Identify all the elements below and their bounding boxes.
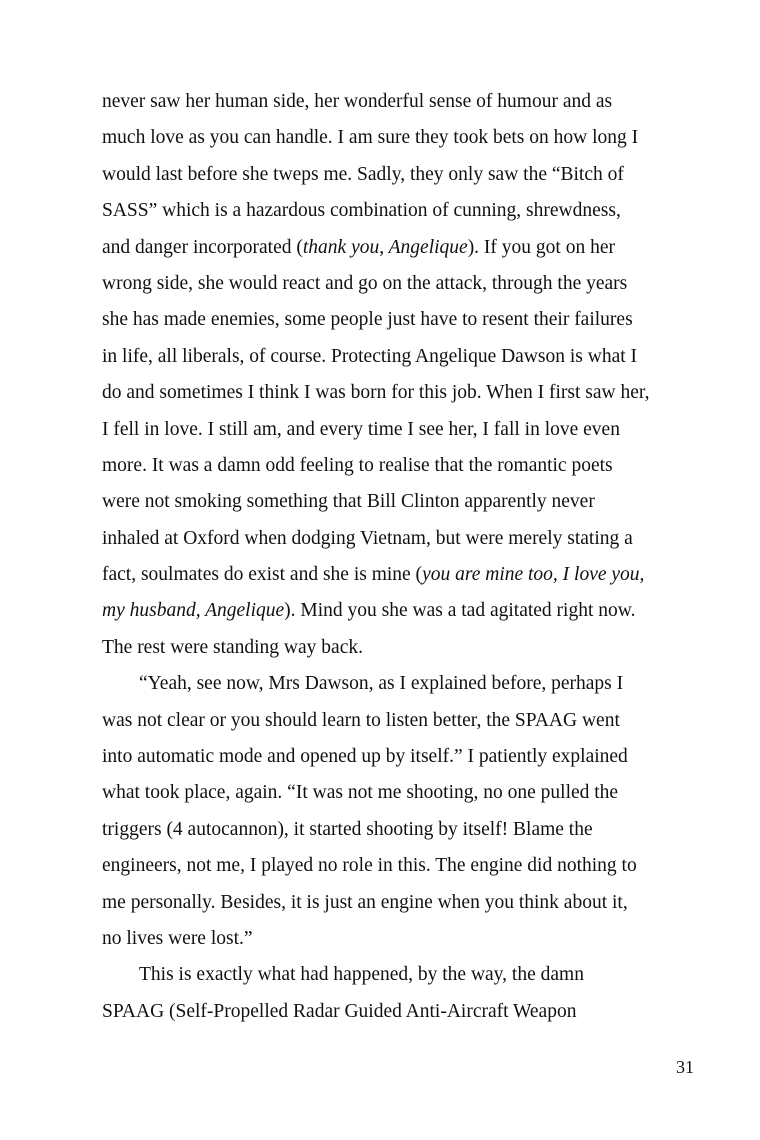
text-line-23: me personally. Besides, it is just an engine when you think about it,	[102, 891, 628, 913]
text-line-9: do and sometimes I think I was born for this job. When I first saw her,	[102, 382, 650, 404]
text-line-5: and danger incorporated (thank you, Angelique). If you got on her	[102, 236, 615, 258]
text-line-14: fact, soulmates do exist and she is mine (you are mine too, I love you,	[102, 564, 645, 586]
text-line-24: no lives were lost.”	[102, 927, 253, 949]
text-line-12: were not smoking something that Bill Clinton apparently never	[102, 491, 595, 513]
text-line-3: would last before she tweps me. Sadly, they only saw the “Bitch of	[102, 163, 624, 185]
text-line-19: into automatic mode and opened up by itself.” I patiently explained	[102, 746, 628, 768]
text-line-22: engineers, not me, I played no role in this. The engine did nothing to	[102, 855, 637, 877]
text-line-17: “Yeah, see now, Mrs Dawson, as I explained before, perhaps I	[139, 673, 624, 695]
italic-aside: you are mine too, I love you,	[422, 564, 645, 586]
text-line-15: my husband, Angelique). Mind you she was a tad agitated right now.	[102, 600, 636, 622]
text-line-26: SPAAG (Self-Propelled Radar Guided Anti-Aircraft Weapon	[102, 1000, 577, 1022]
text-line-11: more. It was a damn odd feeling to realise that the romantic poets	[102, 454, 613, 476]
italic-aside: my husband, Angelique	[102, 600, 285, 622]
text-line-1: never saw her human side, her wonderful sense of humour and as	[102, 91, 613, 112]
text-line-6: wrong side, she would react and go on the attack, through the years	[102, 272, 628, 294]
text-line-13: inhaled at Oxford when dodging Vietnam, but were merely stating a	[102, 527, 633, 549]
text-line-10: I fell in love. I still am, and every time I see her, I fall in love even	[102, 418, 620, 440]
italic-aside: thank you, Angelique	[302, 236, 468, 258]
text-line-21: triggers (4 autocannon), it started shooting by itself! Blame the	[102, 818, 593, 840]
text-line-20: what took place, again. “It was not me shooting, no one pulled the	[102, 782, 619, 804]
text-line-4: SASS” which is a hazardous combination of cunning, shrewdness,	[102, 200, 621, 222]
text-line-8: in life, all liberals, of course. Protecting Angelique Dawson is what I	[102, 345, 638, 367]
page-number: 31	[676, 1057, 694, 1077]
page-body	[102, 84, 702, 1030]
text-line-16: The rest were standing way back.	[102, 636, 363, 658]
text-line-7: she has made enemies, some people just have to resent their failures	[102, 309, 633, 331]
text-line-25: This is exactly what had happened, by the way, the damn	[139, 964, 584, 986]
text-line-2: much love as you can handle. I am sure they took bets on how long I	[102, 127, 639, 149]
text-line-18: was not clear or you should learn to listen better, the SPAAG went	[102, 709, 620, 731]
